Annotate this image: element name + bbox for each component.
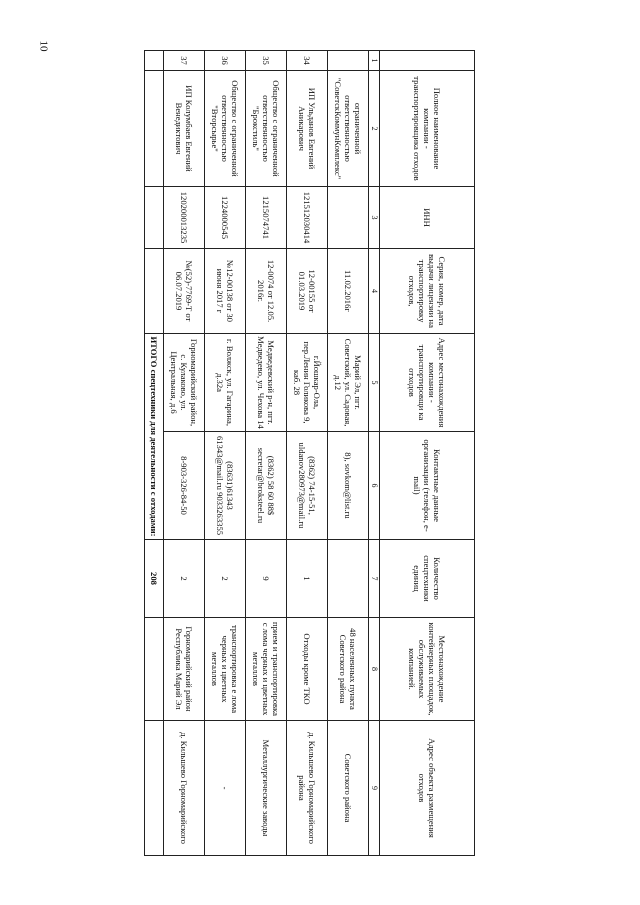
total-value: 208 [145,540,164,618]
header-row [380,51,475,856]
transporters-table [144,50,475,856]
header-cell-index [380,51,475,71]
company-name-cell: ограниченной ответственностью "СоветскКоммунКомплекс" [328,71,369,187]
table-row [287,51,328,856]
vehicle-count-cell [328,540,369,618]
container-sites-cell: Отходы кроме ТКО [287,618,328,721]
container-sites-cell: 48 населенных пункта Советского района [328,618,369,721]
total-row [145,51,164,856]
row-index [328,51,369,71]
container-sites-cell: прием и транспортировка с лома черных и цветных металлов [246,618,287,721]
contacts-cell: (83631)61343 61343@mail.ru 9033263355 [205,432,246,540]
inn-cell: 1215074741 [246,187,287,249]
inn-cell [328,187,369,249]
column-number: 4 [369,249,380,334]
license-cell: 11.02.2016г [328,249,369,334]
contacts-cell: 8), sovkom@list.ru [328,432,369,540]
row-index: 36 [205,51,246,71]
total-empty-cell [145,721,164,856]
table-container [149,50,475,855]
header-cell-disposal-address: Адрес объекта размещения отходов [380,721,475,856]
container-sites-cell: Горномарийский район Республика Марий Эл [164,618,205,721]
disposal-address-cell: - [205,721,246,856]
header-cell-address: Адрес местонахождения компании - транспортировщи ка отходов [380,334,475,432]
total-empty-cell [145,51,164,71]
contacts-cell: (8362) 58 60 88$ secretar@brokstеel.ru [246,432,287,540]
license-cell: 12-0074 от 12.05. 2016г. [246,249,287,334]
header-cell-company-name: Полное наименование компании - транспортировщика отходов [380,71,475,187]
column-number: 5 [369,334,380,432]
contacts-cell: (8362) 74-15-51, uldanov280973@mail.ru [287,432,328,540]
license-cell: №(52)-7769-Т от 06.07.2019 [164,249,205,334]
row-index: 37 [164,51,205,71]
column-number-row [369,51,380,856]
total-empty-cell [145,187,164,249]
header-cell-contacts: Контактные данные организации (телефон, e-mail) [380,432,475,540]
vehicle-count-cell: 9 [246,540,287,618]
row-index: 35 [246,51,287,71]
disposal-address-cell: Советского района [328,721,369,856]
address-cell: г. Волжск, ул. Гагарина, д.32а [205,334,246,432]
address-cell: Марий Эл, пгт. Советский, ул. Садовая, д.12 [328,334,369,432]
row-index: 34 [287,51,328,71]
vehicle-count-cell: 2 [164,540,205,618]
vehicle-count-cell: 1 [287,540,328,618]
license-cell: 12-00155 от 01.03.2019 [287,249,328,334]
company-name-cell: ИП Ульданов Евгений Аникарович [287,71,328,187]
contacts-cell: 8-903-326-84-50 [164,432,205,540]
column-number: 3 [369,187,380,249]
column-number: 8 [369,618,380,721]
column-number: 2 [369,71,380,187]
table-row [246,51,287,856]
vehicle-count-cell: 2 [205,540,246,618]
table-row [205,51,246,856]
disposal-address-cell: д. Кильшево Горномарийского [164,721,205,856]
rotated-table-frame [149,50,475,855]
header-cell-inn: ИНН [380,187,475,249]
header-cell-license: Серия, номер, дата выдачи лицензии на транспортировку отходов, [380,249,475,334]
column-number: 9 [369,721,380,856]
company-name-cell: ИП Колумбаев Евгений Венедиктович [164,71,205,187]
company-name-cell: Общество с ограниченной ответственностью "Вторсырье" [205,71,246,187]
header-cell-container-sites: Местонахождение контейнерных площадок, обслуживаемых компанией. [380,618,475,721]
address-cell: г.Йошкар-Ола, пер.Ленин Голикова 9, каб. 28 [287,334,328,432]
header-cell-vehicle-count: Количество спецтехники единиц [380,540,475,618]
inn-cell: 121512030414 [287,187,328,249]
page-number: 10 [37,40,50,52]
table-row [328,51,369,856]
table-row [164,51,205,856]
column-number: 6 [369,432,380,540]
total-label: ИТОГО спецтехники для деятельности с отходами: [145,334,164,540]
total-empty-cell [145,249,164,334]
disposal-address-cell: д. Кильшево Горномарийского района [287,721,328,856]
column-number: 1 [369,51,380,71]
address-cell: Горномарийский район, с. Кулаково, ул. Центральная, д.6 [164,334,205,432]
container-sites-cell: транспортировка е лома черных и цветных металлов [205,618,246,721]
inn-cell: 1224000545 [205,187,246,249]
total-empty-cell [145,618,164,721]
address-cell: Медведевский р-н, пгт. Медведево, ул. Чехова 14 [246,334,287,432]
total-empty-cell [145,71,164,187]
disposal-address-cell: Металлургические заводы [246,721,287,856]
inn-cell: 120200013235 [164,187,205,249]
column-number: 7 [369,540,380,618]
license-cell: №12-00138 от 30 июня 2017 г [205,249,246,334]
company-name-cell: Общество с ограниченной ответственностью "Брокстиль" [246,71,287,187]
